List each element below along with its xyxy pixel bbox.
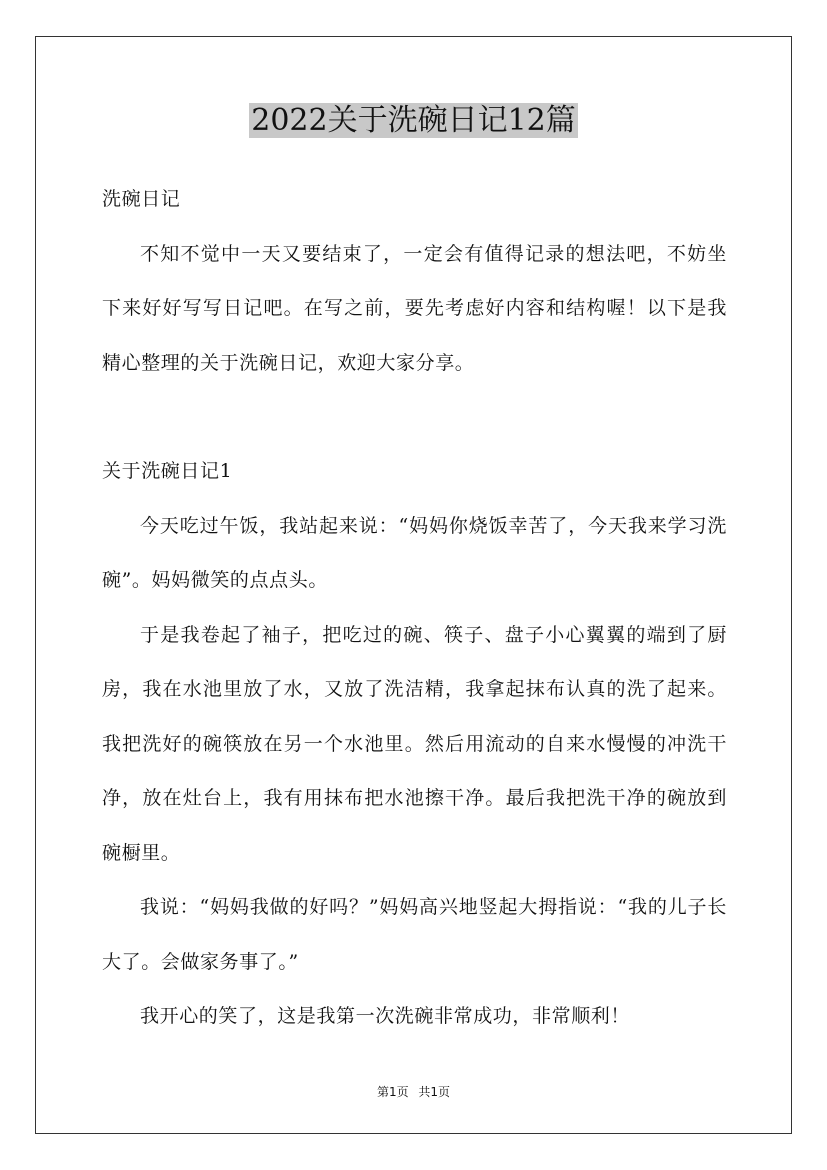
intro-paragraph: 不知不觉中一天又要结束了，一定会有值得记录的想法吧，不妨坐下来好好写写日记吧。在写之前，要先考虑好内容和结构喔！以下是我精心整理的关于洗碗日记，欢迎大家分享。 (102, 242, 727, 374)
page-number: 第1页 (376, 1085, 409, 1099)
document-title: 2022关于洗碗日记12篇 (251, 103, 576, 138)
body-paragraph: 我开心的笑了，这是我第一次洗碗非常成功，非常顺利！ (140, 1005, 631, 1027)
paragraph-gap (102, 390, 727, 444)
body-paragraph: 于是我卷起了袖子，把吃过的碗、筷子、盘子小心翼翼的端到了厨房，我在水池里放了水，又放了洗洁精，我拿起抹布认真的洗了起来。我把洗好的碗筷放在另一个水池里。然后用流动的自来水慢慢的冲洗干净，放在灶台上，我有用抹布把水池擦干净。最后我把洗干净的碗放到碗橱里。 (102, 623, 727, 864)
body-paragraph: 我说：“妈妈我做的好吗？”妈妈高兴地竖起大拇指说：“我的儿子长大了。会做家务事了。” (102, 896, 727, 973)
page-footer (0, 1083, 827, 1100)
document-title-wrapper (0, 100, 827, 142)
document-body (102, 172, 727, 1044)
body-paragraph: 今天吃过午饭，我站起来说：“妈妈你烧饭幸苦了，今天我来学习洗碗”。妈妈微笑的点点头。 (102, 514, 727, 591)
page-total: 共1页 (418, 1085, 451, 1099)
section-heading: 洗碗日记 (102, 188, 181, 210)
entry-heading: 关于洗碗日记1 (102, 460, 233, 482)
